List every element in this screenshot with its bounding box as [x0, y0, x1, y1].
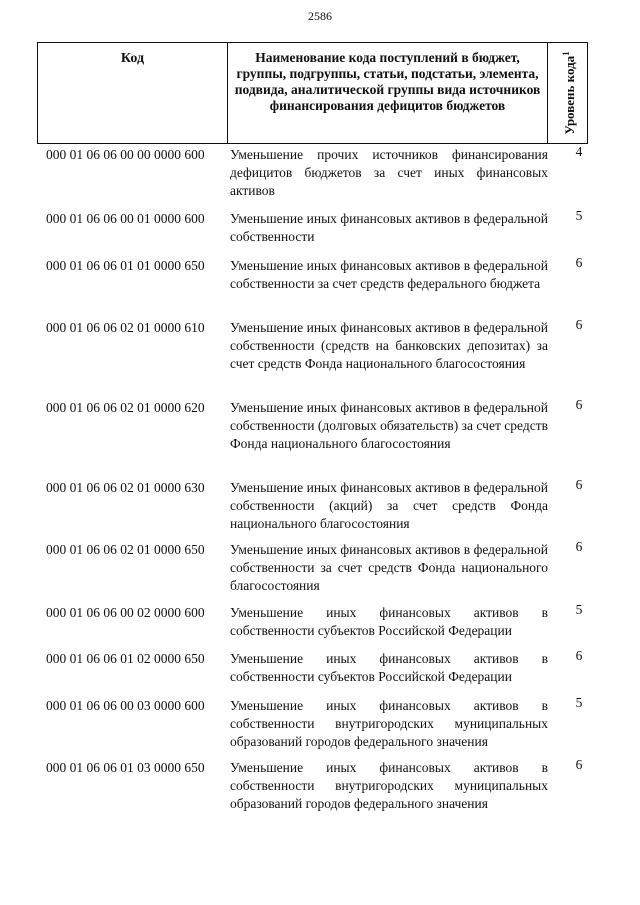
- row-code: 000 01 06 06 02 01 0000 650: [46, 542, 205, 557]
- header-level: [548, 43, 587, 143]
- header-code: Код: [38, 43, 228, 143]
- header-level-text: Уровень кода: [561, 55, 577, 135]
- page-number: 2586: [308, 9, 332, 23]
- row-level: 6: [575, 539, 583, 554]
- row-level: 6: [575, 757, 583, 772]
- row-name: Уменьшение иных финансовых активов в собственности внутригородских муниципальных образований городов федерального значения: [230, 698, 548, 749]
- table-header: [37, 42, 588, 144]
- row-name: Уменьшение иных финансовых активов в федеральной собственности (долговых обязательств) за счет средств Фонда национального благосостояния: [230, 400, 548, 451]
- row-name: Уменьшение иных финансовых активов в собственности субъектов Российской Федерации: [230, 651, 548, 684]
- row-code: 000 01 06 06 00 02 0000 600: [46, 605, 205, 620]
- row-level: 4: [575, 144, 583, 159]
- row-level: 5: [575, 602, 583, 617]
- row-name: Уменьшение иных финансовых активов в федеральной собственности за счет средств Фонда национального благосостояния: [230, 542, 548, 593]
- header-level-label: [558, 51, 576, 134]
- row-code: 000 01 06 06 00 03 0000 600: [46, 698, 205, 713]
- row-name: Уменьшение иных финансовых активов в федеральной собственности (акций) за счет средств Фонда национального благосостояния: [230, 480, 548, 531]
- row-code: 000 01 06 06 01 01 0000 650: [46, 258, 205, 273]
- row-level: 6: [575, 648, 583, 663]
- row-level: 5: [575, 208, 583, 223]
- row-level: 6: [575, 477, 583, 492]
- row-code: 000 01 06 06 02 01 0000 630: [46, 480, 205, 495]
- row-name: Уменьшение иных финансовых активов в федеральной собственности (средств на банковских депозитах) за счет средств Фонда национального благосостояния: [230, 320, 548, 371]
- header-name: Наименование кода поступлений в бюджет, группы, подгруппы, статьи, подстатьи, элемента, подвида, аналитической группы вида источников финансирования дефицитов бюджетов: [228, 43, 548, 143]
- row-code: 000 01 06 06 02 01 0000 620: [46, 400, 205, 415]
- row-name: Уменьшение иных финансовых активов в собственности внутригородских муниципальных образований городов федерального значения: [230, 760, 548, 811]
- row-name: Уменьшение иных финансовых активов в собственности субъектов Российской Федерации: [230, 605, 548, 638]
- row-code: 000 01 06 06 00 01 0000 600: [46, 211, 205, 226]
- row-code: 000 01 06 06 00 00 0000 600: [46, 147, 205, 162]
- row-name: Уменьшение иных финансовых активов в федеральной собственности за счет средств федерального бюджета: [230, 258, 548, 291]
- row-name: Уменьшение прочих источников финансирования дефицитов бюджетов за счет иных финансовых активов: [230, 147, 548, 198]
- row-code: 000 01 06 06 02 01 0000 610: [46, 320, 205, 335]
- row-name: Уменьшение иных финансовых активов в федеральной собственности: [230, 211, 548, 244]
- row-code: 000 01 06 06 01 02 0000 650: [46, 651, 205, 666]
- row-level: 6: [575, 317, 583, 332]
- row-level: 6: [575, 397, 583, 412]
- row-code: 000 01 06 06 01 03 0000 650: [46, 760, 205, 775]
- row-level: 5: [575, 695, 583, 710]
- row-level: 6: [575, 255, 583, 270]
- header-level-footnote: 1: [560, 51, 571, 56]
